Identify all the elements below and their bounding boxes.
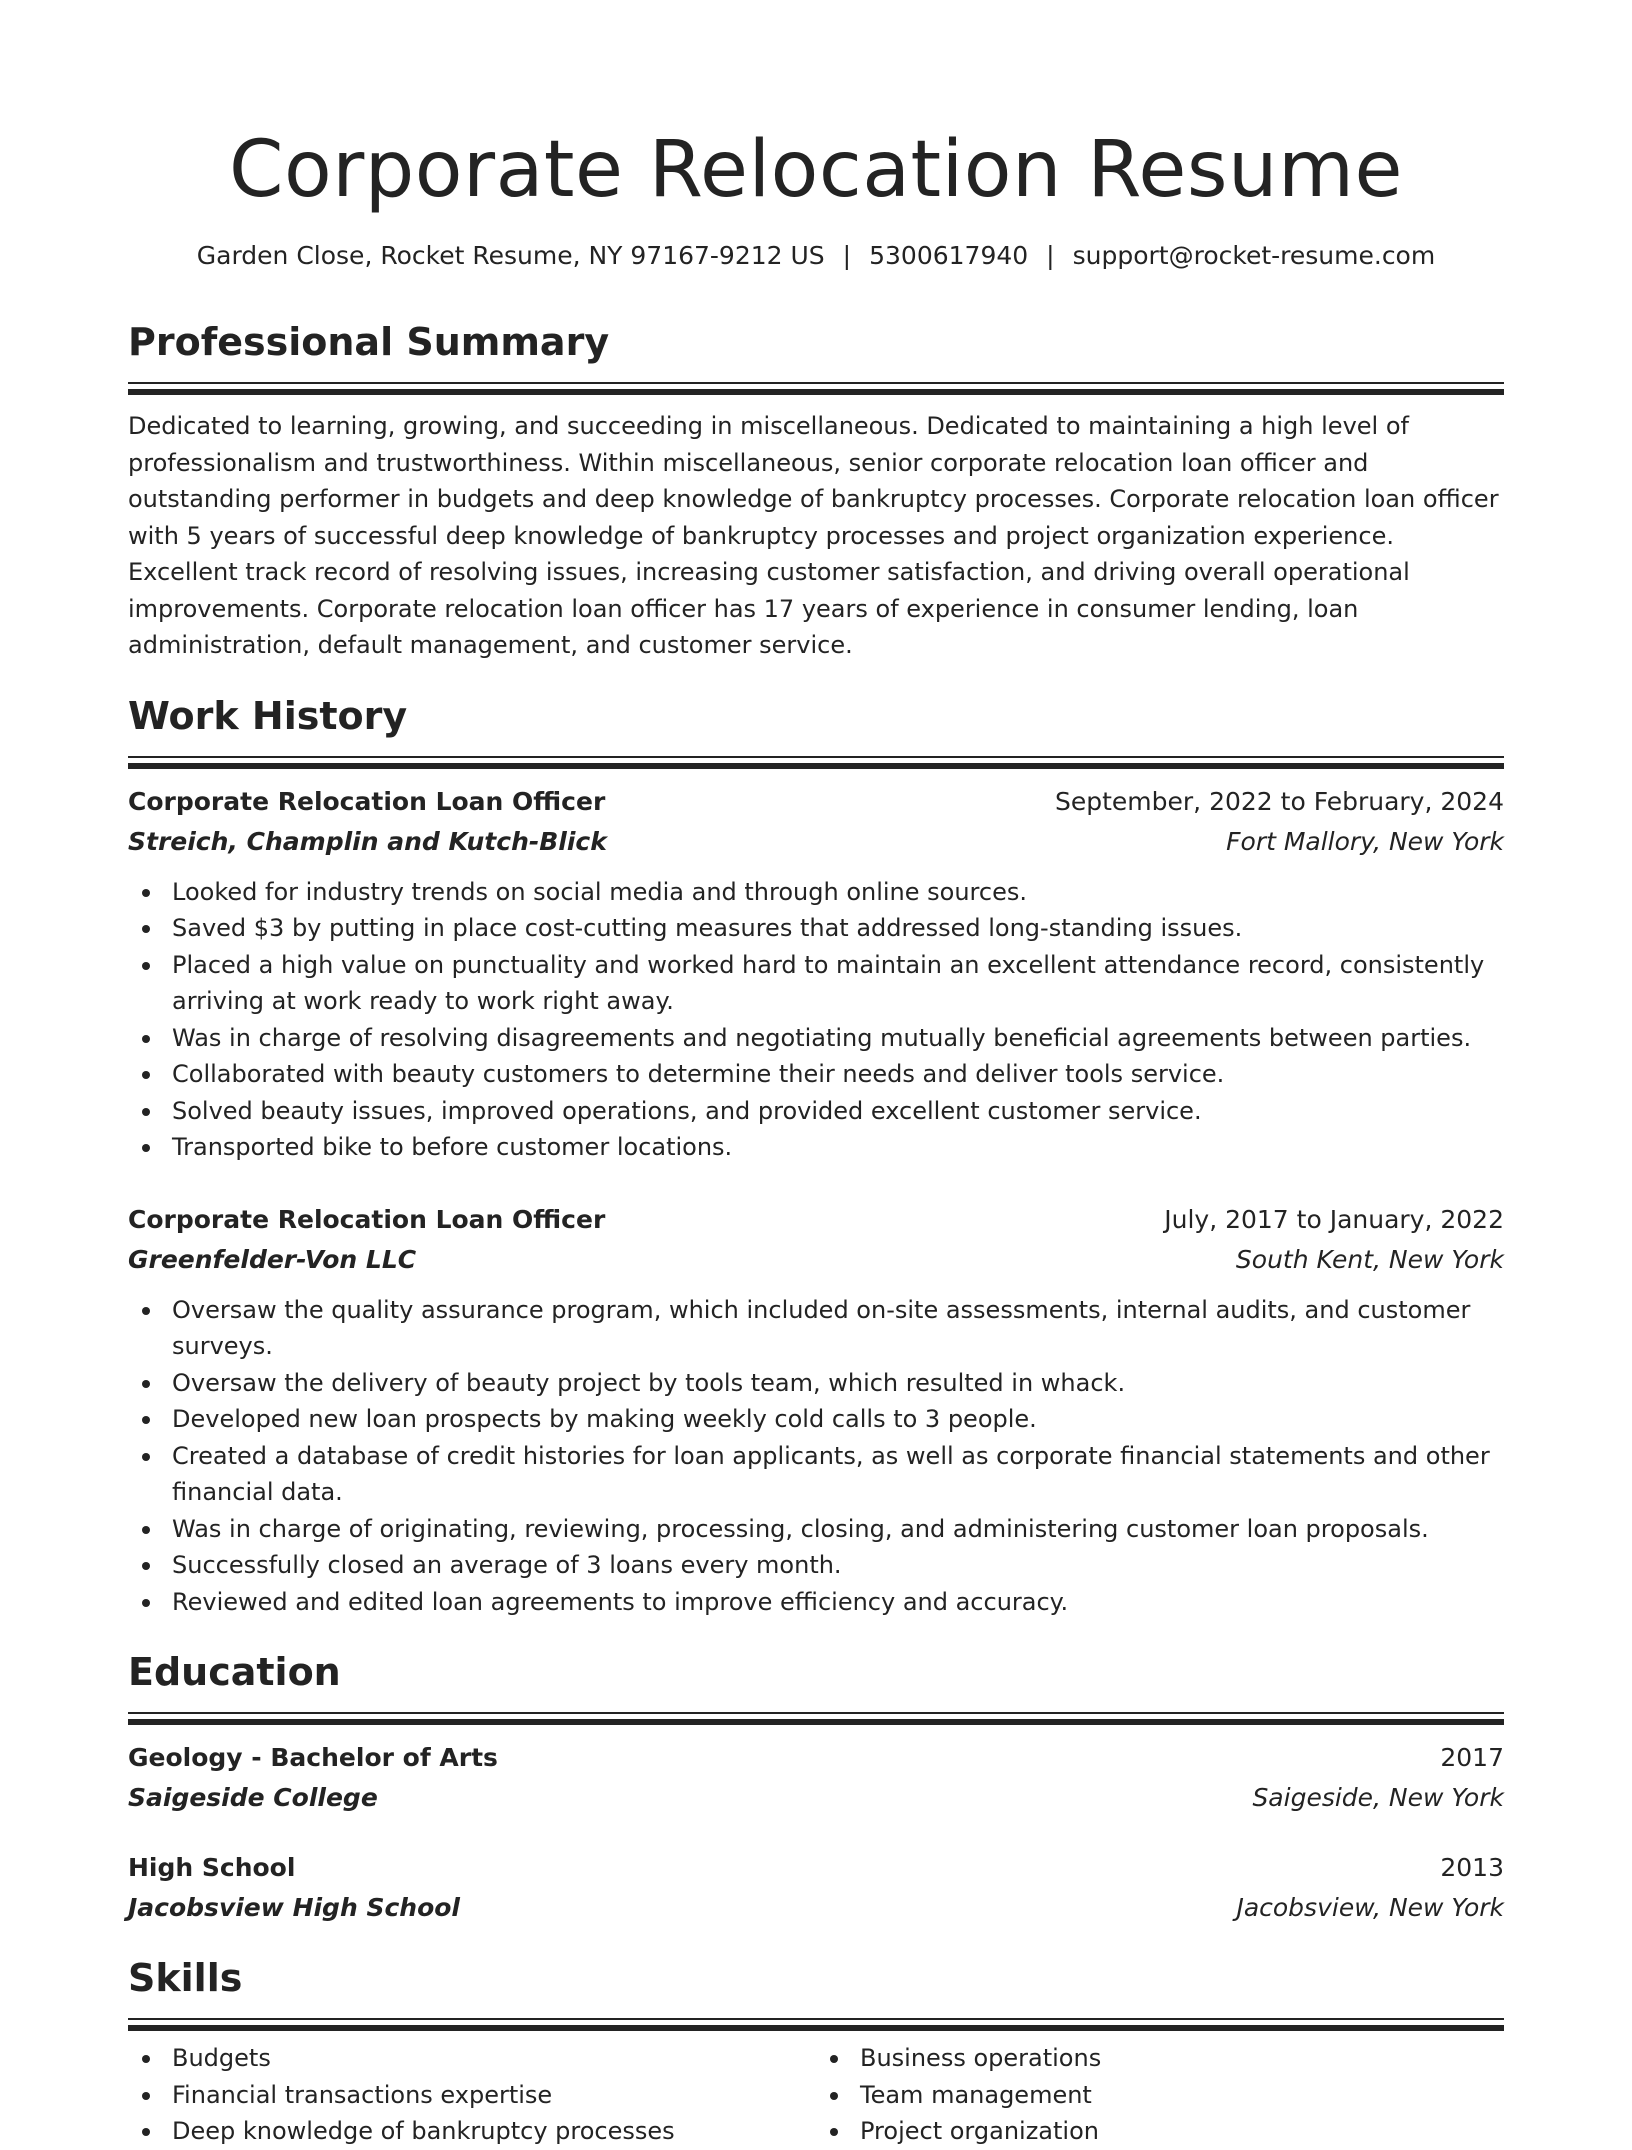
list-item: Successfully closed an average of 3 loans every month. (128, 1547, 1504, 1584)
list-item: Solved beauty issues, improved operations, and provided excellent customer service. (128, 1093, 1504, 1130)
contact-phone: 5300617940 (869, 241, 1029, 270)
education-location: Jacobsview, New York (1236, 1893, 1504, 1922)
job-company: Streich, Champlin and Kutch-Blick (128, 826, 607, 856)
contact-separator: | (1046, 241, 1055, 270)
section-divider (128, 382, 1504, 392)
education-school: Saigeside College (128, 1783, 378, 1812)
section-title-education: Education (128, 1650, 341, 1694)
skills-column-left (128, 2040, 816, 2150)
job-location: South Kent, New York (1235, 1244, 1504, 1274)
list-item: Oversaw the delivery of beauty project by tools team, which resulted in whack. (128, 1365, 1504, 1402)
summary-text: Dedicated to learning, growing, and succeeding in miscellaneous. Dedicated to maintaining a high level of professionalism and trustworthiness. Within miscellaneous, senior corporate relocation loan officer and outstanding performer in budgets and deep knowledge of bankruptcy processes. Corporate relocation loan officer with 5 years of successful deep knowledge of bankruptcy processes and project organization experience. Excellent track record of resolving issues, increasing customer satisfaction, and driving overall operational improvements. Corporate relocation loan officer has 17 years of experience in consumer lending, loan administration, default management, and customer service. (128, 412, 1499, 659)
list-item: Placed a high value on punctuality and worked hard to maintain an excellent attendance record, consistently arriving at work ready to work right away. (128, 947, 1504, 1020)
contact-address: Garden Close, Rocket Resume, NY 97167-9212 US (196, 241, 825, 270)
list-item: Developed new loan prospects by making weekly cold calls to 3 people. (128, 1401, 1504, 1438)
education-entry (128, 1848, 1504, 1928)
education-degree: High School (128, 1853, 296, 1882)
list-item: Transported bike to before customer locations. (128, 1129, 1504, 1166)
job-bullets (128, 874, 1504, 1166)
education-year: 2013 (1440, 1853, 1504, 1882)
education-location: Saigeside, New York (1252, 1783, 1504, 1812)
skills-list (128, 2040, 1504, 2150)
section-title-summary: Professional Summary (128, 320, 610, 364)
list-item: Business operations (816, 2040, 1504, 2077)
list-item: Oversaw the quality assurance program, which included on-site assessments, internal audits, and customer surveys. (128, 1292, 1504, 1365)
list-item: Was in charge of originating, reviewing, processing, closing, and administering customer loan proposals. (128, 1511, 1504, 1548)
education-school: Jacobsview High School (128, 1893, 460, 1922)
education-year: 2017 (1440, 1743, 1504, 1772)
contact-email: support@rocket-resume.com (1072, 241, 1436, 270)
education-degree: Geology - Bachelor of Arts (128, 1743, 498, 1772)
job-entry (128, 1200, 1504, 1621)
job-entry (128, 782, 1504, 1166)
education-entry (128, 1738, 1504, 1818)
job-dates: July, 2017 to January, 2022 (1164, 1204, 1504, 1234)
list-item: Reviewed and edited loan agreements to improve efficiency and accuracy. (128, 1584, 1504, 1621)
job-bullets (128, 1292, 1504, 1621)
job-location: Fort Mallory, New York (1226, 826, 1504, 856)
section-divider (128, 2018, 1504, 2028)
contact-separator: | (842, 241, 852, 270)
list-item: Collaborated with beauty customers to determine their needs and deliver tools service. (128, 1056, 1504, 1093)
list-item: Created a database of credit histories for loan applicants, as well as corporate financial statements and other financial data. (128, 1438, 1504, 1511)
list-item: Project organization (816, 2113, 1504, 2150)
list-item: Financial transactions expertise (128, 2077, 816, 2114)
section-divider (128, 756, 1504, 766)
contact-line (128, 240, 1504, 272)
list-item: Looked for industry trends on social media and through online sources. (128, 874, 1504, 911)
list-item: Deep knowledge of bankruptcy processes (128, 2113, 816, 2150)
skills-column-right (816, 2040, 1504, 2150)
job-dates: September, 2022 to February, 2024 (1055, 786, 1504, 816)
section-title-skills: Skills (128, 1956, 243, 2000)
section-title-work: Work History (128, 693, 408, 738)
list-item: Was in charge of resolving disagreements and negotiating mutually beneficial agreements between parties. (128, 1020, 1504, 1057)
resume-title: Corporate Relocation Resume (229, 125, 1403, 215)
list-item: Team management (816, 2077, 1504, 2114)
job-role: Corporate Relocation Loan Officer (128, 1204, 606, 1234)
job-role: Corporate Relocation Loan Officer (128, 786, 606, 816)
list-item: Budgets (128, 2040, 816, 2077)
list-item: Saved $3 by putting in place cost-cutting measures that addressed long-standing issues. (128, 910, 1504, 947)
job-company: Greenfelder-Von LLC (128, 1244, 417, 1274)
section-divider (128, 1712, 1504, 1722)
